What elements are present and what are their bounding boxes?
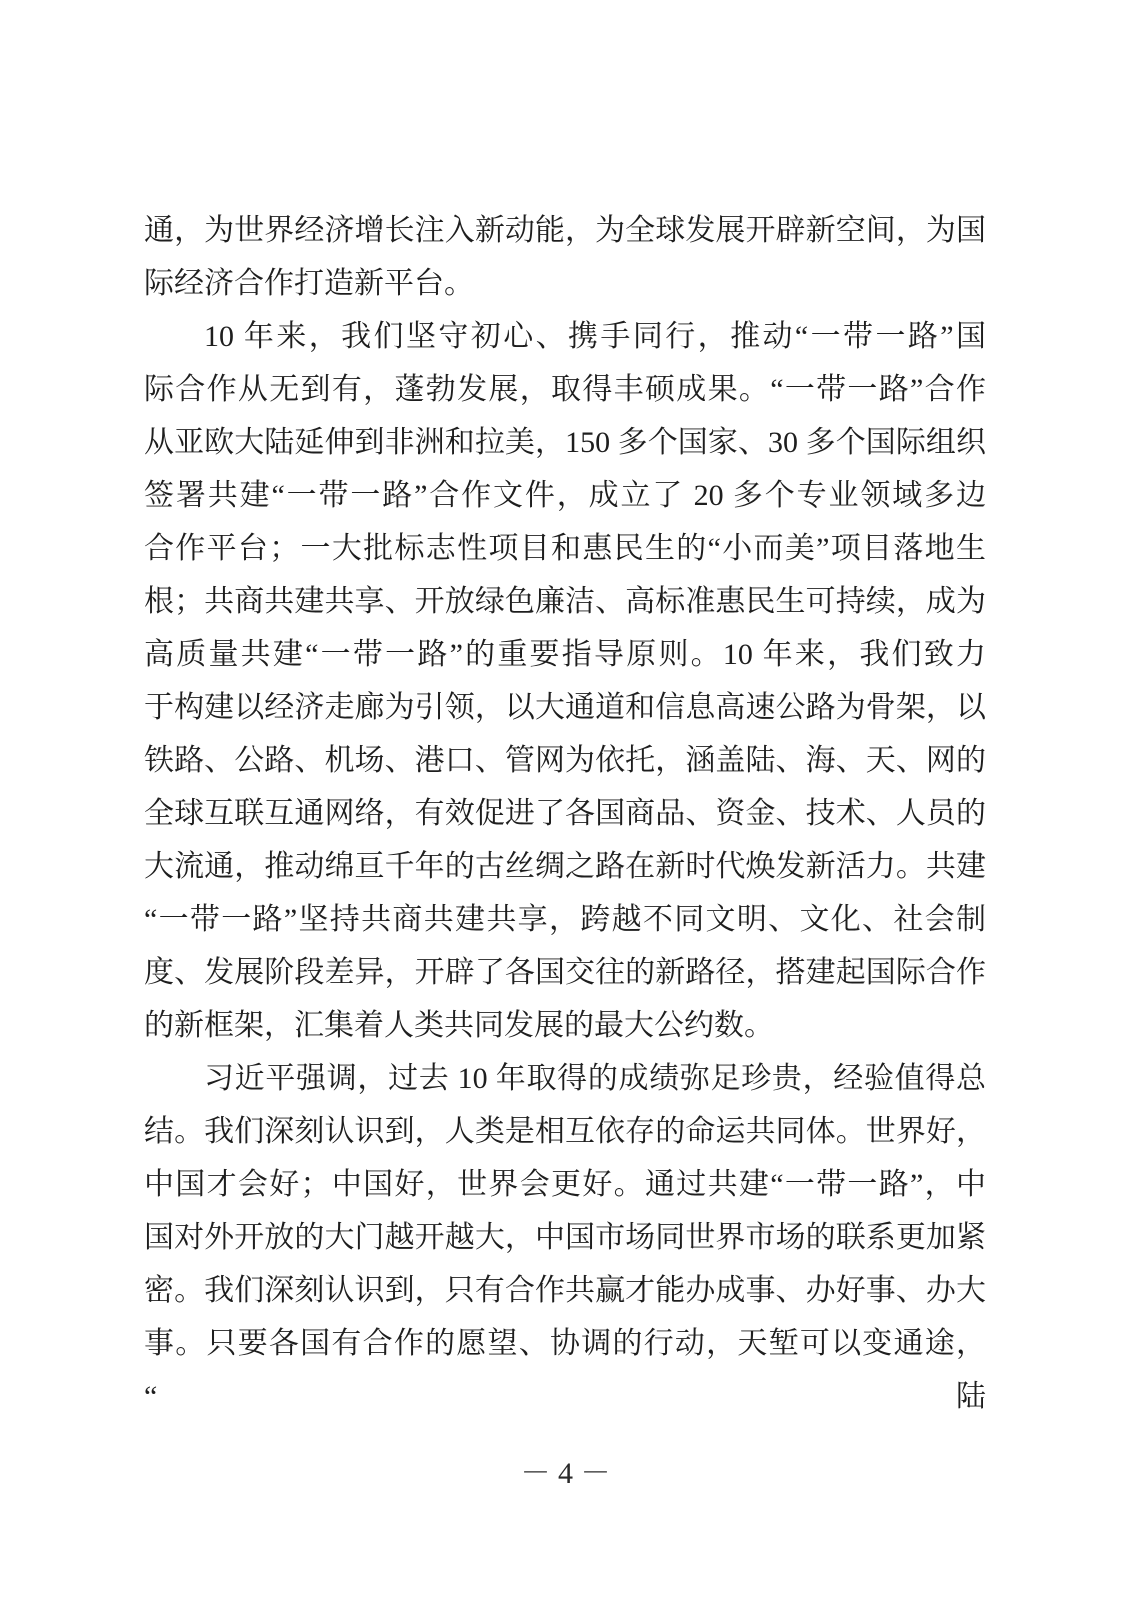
text-line: 大流通，推动绵亘千年的古丝绸之路在新时代焕发新活力。共建 — [144, 850, 986, 883]
text-line: 密。我们深刻认识到，只有合作共赢才能办成事、办好事、办大 — [144, 1274, 986, 1307]
text-line: 的新框架，汇集着人类共同发展的最大公约数。 — [144, 1009, 774, 1042]
text-line: 于构建以经济走廊为引领，以大通道和信息高速公路为骨架，以 — [144, 691, 986, 724]
text-line: 10 年来，我们坚守初心、携手同行，推动“一带一路”国 — [204, 320, 986, 353]
text-line: “一带一路”坚持共商共建共享，跨越不同文明、文化、社会制 — [144, 903, 986, 936]
text-line: 事。只要各国有合作的愿望、协调的行动，天堑可以变通途，“陆 — [144, 1327, 986, 1413]
page-number: － 4 － — [520, 1457, 611, 1490]
text-line: 中国才会好；中国好，世界会更好。通过共建“一带一路”，中 — [144, 1168, 986, 1201]
text-line: 根；共商共建共享、开放绿色廉洁、高标准惠民生可持续，成为 — [144, 585, 986, 618]
text-line: 习近平强调，过去 10 年取得的成绩弥足珍贵，经验值得总 — [204, 1062, 986, 1095]
body-text — [144, 204, 986, 1413]
text-line: 度、发展阶段差异，开辟了各国交往的新路径，搭建起国际合作 — [144, 956, 986, 989]
text-line: 结。我们深刻认识到，人类是相互依存的命运共同体。世界好， — [144, 1115, 986, 1148]
text-line: 铁路、公路、机场、港口、管网为依托，涵盖陆、海、天、网的 — [144, 744, 986, 777]
text-line: 合作平台；一大批标志性项目和惠民生的“小而美”项目落地生 — [144, 532, 986, 565]
text-line: 全球互联互通网络，有效促进了各国商品、资金、技术、人员的 — [144, 797, 986, 830]
page-footer — [0, 1455, 1131, 1493]
text-line: 高质量共建“一带一路”的重要指导原则。10 年来，我们致力 — [144, 638, 986, 671]
text-line: 国对外开放的大门越开越大，中国市场同世界市场的联系更加紧 — [144, 1221, 986, 1254]
text-line: 际合作从无到有，蓬勃发展，取得丰硕成果。“一带一路”合作 — [144, 373, 986, 406]
text-line: 际经济合作打造新平台。 — [144, 267, 474, 300]
text-line: 签署共建“一带一路”合作文件，成立了 20 多个专业领域多边 — [144, 479, 986, 512]
text-line: 通，为世界经济增长注入新动能，为全球发展开辟新空间，为国 — [144, 214, 986, 247]
text-line: 从亚欧大陆延伸到非洲和拉美，150 多个国家、30 多个国际组织 — [144, 426, 986, 459]
